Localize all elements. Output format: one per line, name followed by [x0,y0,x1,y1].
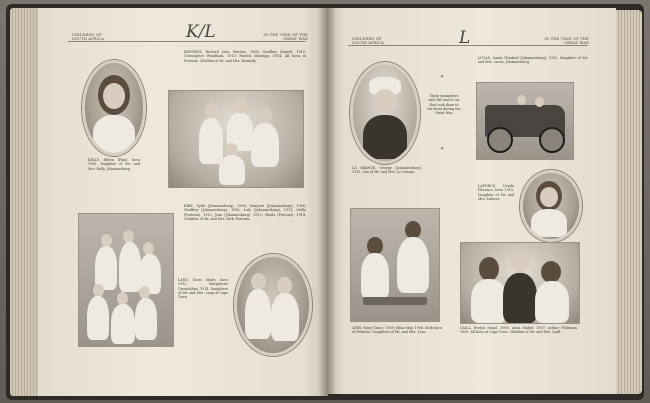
child-body [199,118,223,164]
book-gutter [318,6,336,398]
left-page [38,8,328,396]
section-initial: L [459,28,471,48]
child-head [233,97,247,113]
child-head [511,253,529,273]
face-shape [540,187,558,207]
child-head [257,107,272,124]
child-head [541,261,561,283]
girl-head [251,273,266,290]
bench-shape [363,297,427,305]
girl-dress [245,289,271,339]
car-wheel [487,127,513,153]
car-wheel [539,127,565,153]
right-page-edges [612,10,642,394]
entry-laforce: LAFORCE, Ursula Florence, born 1910. Daughter of Mr. and Mrs. Laforce. [478,184,514,201]
child-head [517,95,526,105]
portrait-la-grange [350,62,420,164]
child-head [479,257,499,281]
entry-kelly: KELLY, Eileen (Pam), born 1905. Daughter of Mr. and Mrs. Kelly, Johannesburg. [88,158,140,171]
child-body [119,242,141,292]
section-initials: K/L [186,22,216,42]
sailor-suit-shape [503,273,537,323]
entry-kennedy: KENNEDY, Richard John Stevens, 1908; Geoffrey Russell, 1910; Christopher Wyndham, 1913; Patrick Montagu, 1914. All born at Pretoria. Children of Dr. and Mrs. Kennedy. [184,50,306,63]
car-caption: These youngsters with the motor car that took them to the front during the Great War. [427,94,461,116]
right-page [326,8,616,394]
ornament-star: ✦ [440,146,445,152]
entry-lucas: LUCAS, Sarah Winifred (Johannesburg), 1912. Daughter of Mr. and Mrs. Lucas, Johannesburg. [478,56,588,65]
child-body [111,304,135,344]
ornament-star: ✦ [440,74,445,80]
entry-la-grange: LA GRANGE, George (Johannesburg), 1913. Son of Mr. and Mrs. La Grange. [352,166,422,175]
girl-dress [361,253,389,299]
child-body [471,279,507,323]
portrait-laforce [520,170,582,242]
photo-kirk-children [78,213,174,347]
face-shape [103,83,125,109]
portrait-kelly [82,60,146,156]
running-head-left: CHILDREN OF SOUTH AFRICA [352,37,385,46]
running-head-left: CHILDREN OF SOUTH AFRICA [72,33,105,42]
sailor-suit-shape [363,115,407,159]
child-body [535,281,569,323]
face-shape [374,89,396,113]
running-head-right: IN THE TIME OF THE GREAT WAR [263,33,308,42]
child-head [205,103,219,119]
entry-lang: LANG, Doris Marie, born 1912; Marguerite Gwendoline, 1914. Daughters of Mr. and Mrs. Lang of Cape Town. [178,278,228,300]
photo-lyall-children [460,242,580,324]
photo-motor-car [476,82,574,160]
photo-lees-sisters [350,208,440,322]
photo-kennedy-children [168,90,304,188]
girl-dress [271,293,299,341]
entry-lees: LEES, Mary Grace, 1909; Edna May, 1906. Both born at Pretoria. Daughters of Mr. and Mrs. Lees. [352,326,442,335]
baby-body [219,155,245,185]
portrait-lang-sisters [234,254,312,356]
child-body [251,123,279,167]
child-head [535,97,544,107]
entry-kirk: KIRK, Sybil (Johannesburg), 1906; Marjorie (Johannesburg), 1908; Geoffrey (Johannesburg), 1910; Lulu (Johannesburg), 1911; Stella (Pretoria), 1912; Joan (Johannesburg), 1913; Sheila (Pretoria), 1914. Children of Mr. and Mrs. Kirk, Pretoria. [184,204,306,221]
child-body [135,298,157,340]
left-page-edges [10,8,40,396]
child-body [87,296,109,340]
girl-head [277,277,292,294]
entry-lyall: LYALL, Evelyn Maud, 1905; Anna Mabel, 1907; Arthur Philemon, 1909. All born at Cape Town. Children of Mr. and Mrs. Lyall. [460,326,578,335]
girl-dress [397,237,429,293]
dress-shape [531,209,567,237]
running-head-right: IN THE TIME OF THE GREAT WAR [544,37,589,46]
dress-shape [93,115,135,155]
